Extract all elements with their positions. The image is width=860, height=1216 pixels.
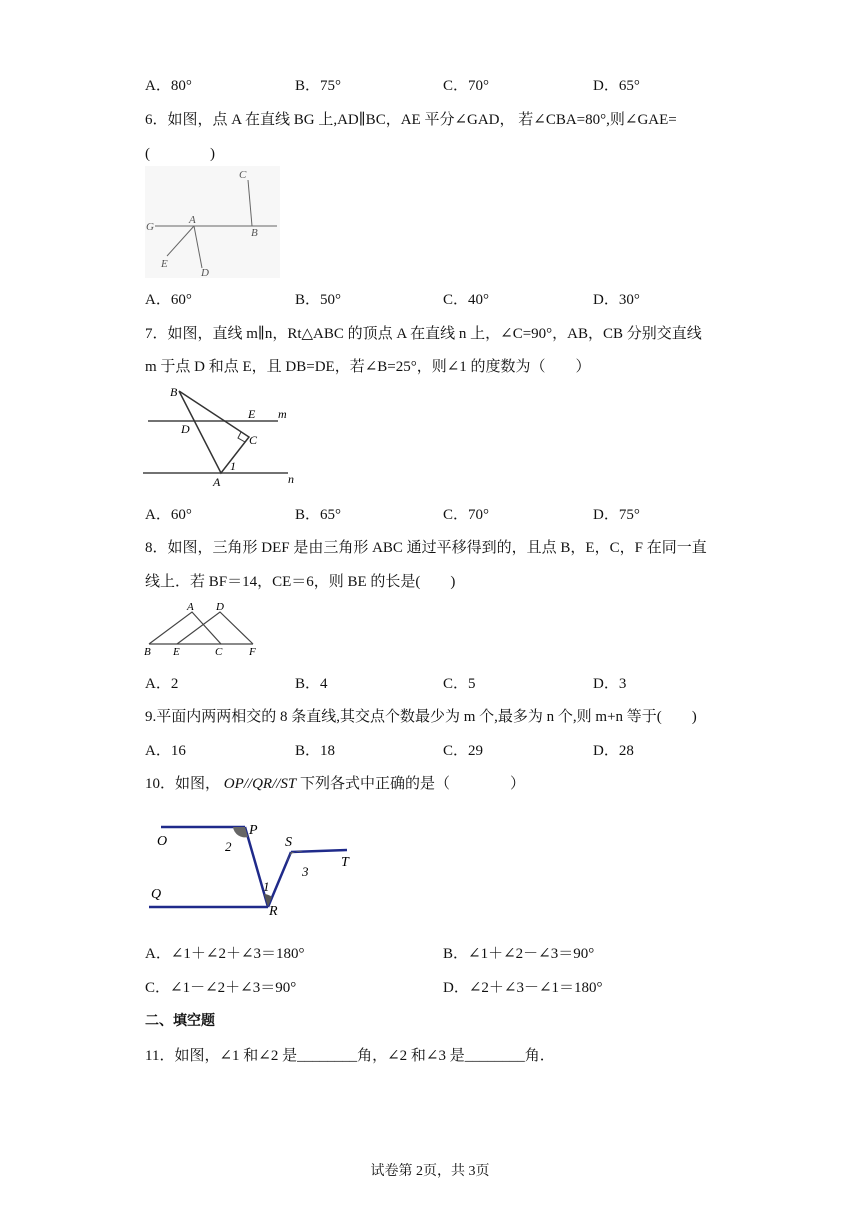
q5-option-a: A．80° bbox=[145, 78, 192, 94]
q7-stem-line1: 7．如图，直线 m∥n，Rt△ABC 的顶点 A 在直线 n 上，∠C=90°，AB，CB 分别交直线 bbox=[145, 326, 702, 342]
q9-option-d: D．28 bbox=[593, 743, 634, 759]
q6-option-a: A．60° bbox=[145, 292, 192, 308]
q8-label-a: A bbox=[187, 601, 194, 613]
q8-option-b: B．4 bbox=[295, 676, 328, 692]
q6-stem-line1: 6．如图，点 A 在直线 BG 上,AD∥BC，AE 平分∠GAD， 若∠CBA=80°,则∠GAE= bbox=[145, 112, 677, 128]
q9-option-a: A．16 bbox=[145, 743, 186, 759]
q7-option-c: C．70° bbox=[443, 507, 490, 523]
q9-stem-line1: 9.平面内两两相交的 8 条直线,其交点个数最少为 m 个,最多为 n 个,则 m+n 等于( ) bbox=[145, 709, 697, 725]
q8-label-b: B bbox=[144, 646, 151, 658]
q10-option-d: D．∠2＋∠3－∠1＝180° bbox=[443, 980, 603, 996]
q5-option-d: D．65° bbox=[593, 78, 640, 94]
q8-label-c: C bbox=[215, 646, 223, 658]
q10-option-b: B．∠1＋∠2－∠3＝90° bbox=[443, 946, 595, 962]
q5-option-b: B．75° bbox=[295, 78, 342, 94]
q10-stem-math: OP//QR//ST bbox=[223, 776, 297, 792]
q6-option-c: C．40° bbox=[443, 292, 490, 308]
q7-option-a: A．60° bbox=[145, 507, 192, 523]
q7-option-d: D．75° bbox=[593, 507, 640, 523]
q8-stem-line1: 8．如图，三角形 DEF 是由三角形 ABC 通过平移得到的，且点 B，E，C，F 在同一直 bbox=[145, 540, 707, 556]
q8-stem-line2: 线上．若 BF＝14，CE＝6，则 BE 的长是( ) bbox=[145, 574, 456, 590]
q7-label-c: C bbox=[249, 433, 258, 447]
q7-figure bbox=[143, 382, 303, 488]
q6-label-d: D bbox=[201, 267, 209, 278]
q10-label-s: S bbox=[285, 835, 292, 850]
q6-label-c: C bbox=[239, 169, 247, 181]
q8-option-a: A．2 bbox=[145, 676, 179, 692]
q6-label-b: B bbox=[251, 227, 258, 239]
q7-label-b: B bbox=[170, 385, 178, 399]
q8-label-e: E bbox=[173, 646, 180, 658]
q10-label-r: R bbox=[269, 904, 278, 916]
q8-figure bbox=[143, 598, 268, 658]
q10-label-3: 3 bbox=[302, 864, 309, 879]
q7-option-b: B．65° bbox=[295, 507, 342, 523]
q10-option-c: C．∠1－∠2＋∠3＝90° bbox=[145, 980, 297, 996]
q6-figure bbox=[145, 166, 280, 278]
q7-label-1: 1 bbox=[230, 459, 236, 473]
q6-label-e: E bbox=[161, 258, 168, 270]
q6-label-g: G bbox=[146, 221, 154, 233]
section-title: 二、填空题 bbox=[145, 1012, 215, 1028]
q8-triangle-def bbox=[177, 612, 253, 644]
q5-option-c: C．70° bbox=[443, 78, 490, 94]
q10-label-2: 2 bbox=[225, 839, 232, 854]
q10-stem bbox=[145, 772, 525, 793]
q10-label-p: P bbox=[249, 823, 258, 838]
q8-option-c: C．5 bbox=[443, 676, 476, 692]
q10-stem-prefix: 10．如图， bbox=[145, 776, 221, 792]
q10-option-a: A．∠1＋∠2＋∠3＝180° bbox=[145, 946, 305, 962]
q7-label-e: E bbox=[248, 407, 256, 421]
q7-label-a: A bbox=[213, 475, 221, 488]
q10-label-o: O bbox=[157, 834, 168, 849]
q9-option-c: C．29 bbox=[443, 743, 484, 759]
q6-option-b: B．50° bbox=[295, 292, 342, 308]
q10-label-t: T bbox=[341, 855, 349, 870]
q8-label-f: F bbox=[249, 646, 256, 658]
q10-label-q: Q bbox=[151, 887, 162, 902]
q10-label-1: 1 bbox=[263, 879, 270, 894]
q7-stem-line2: m 于点 D 和点 E，且 DB=DE，若∠B=25°，则∠1 的度数为（ ） bbox=[145, 359, 591, 375]
q10-stem-suffix: 下列各式中正确的是（ ） bbox=[300, 776, 526, 792]
q7-label-m: m bbox=[278, 407, 287, 421]
q8-label-d: D bbox=[216, 601, 224, 613]
q6-label-a: A bbox=[189, 214, 196, 226]
q7-label-d: D bbox=[181, 422, 190, 436]
q11-stem-line1: 11．如图，∠1 和∠2 是________角，∠2 和∠3 是________角． bbox=[145, 1048, 555, 1064]
q10-figure bbox=[145, 816, 360, 916]
q8-option-d: D．3 bbox=[593, 676, 627, 692]
page-footer: 试卷第 2页，共 3页 bbox=[370, 1164, 490, 1179]
q9-option-b: B．18 bbox=[295, 743, 336, 759]
q8-triangle-abc bbox=[149, 612, 221, 644]
q7-label-n: n bbox=[288, 472, 294, 486]
q6-stem-line2: ( ) bbox=[145, 146, 215, 162]
q6-option-d: D．30° bbox=[593, 292, 640, 308]
